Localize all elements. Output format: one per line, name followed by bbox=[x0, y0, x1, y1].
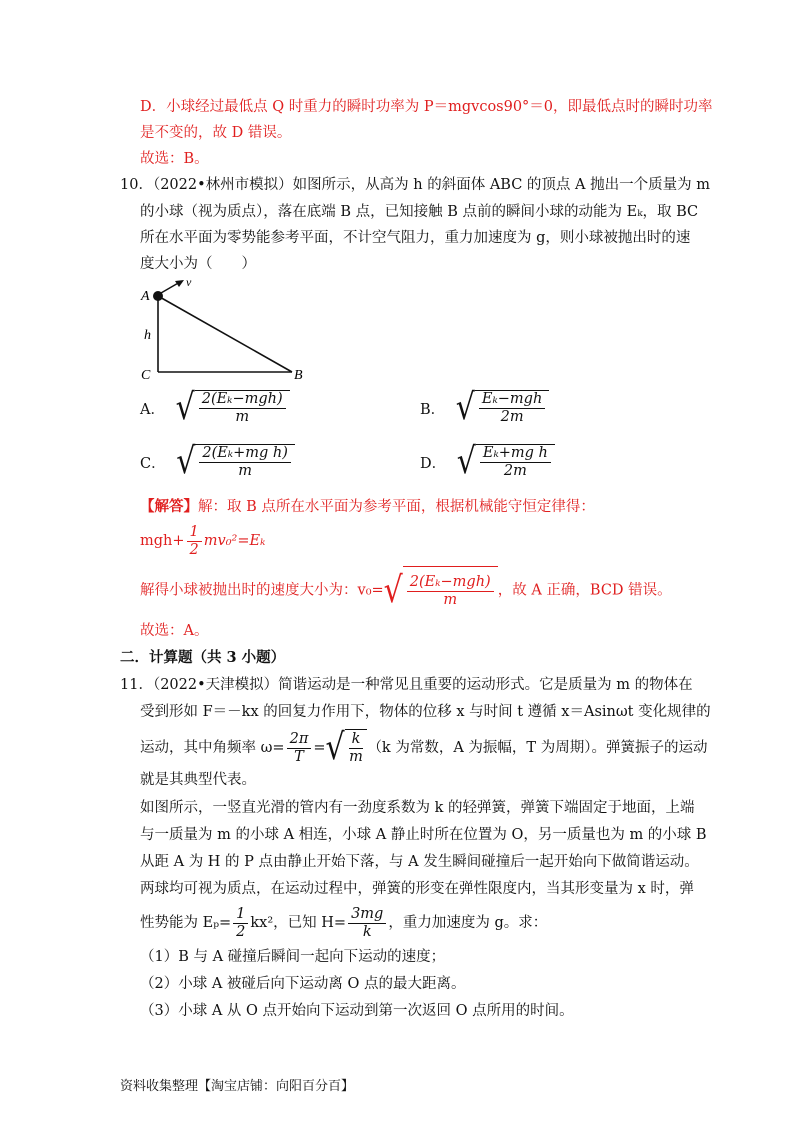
option-b-label: B． bbox=[420, 401, 446, 418]
option-d-label: D． bbox=[420, 455, 447, 472]
option-d-denominator: 2m bbox=[503, 463, 527, 479]
omega-suffix: （k 为常数，A 为振幅，T 为周期）。弹簧振子的运动 bbox=[367, 740, 708, 756]
eq-half-denominator: 2 bbox=[189, 541, 199, 558]
label-v: v bbox=[186, 278, 192, 289]
prev-option-d-line2: 是不变的，故 D 错误。 bbox=[140, 125, 292, 141]
prev-answer-choice: 故选：B。 bbox=[140, 151, 209, 167]
answer-intro-text: 解：取 B 点所在水平面为参考平面，根据机械能守恒定律得： bbox=[198, 499, 595, 515]
q10-line2: 的小球（视为质点），落在底端 B 点，已知接触 B 点前的瞬间小球的动能为 Eₖ，取 BC bbox=[140, 204, 699, 220]
omega-equals: = bbox=[313, 740, 326, 756]
incline-diagram bbox=[140, 278, 320, 383]
label-b: B bbox=[294, 368, 303, 383]
label-c: C bbox=[141, 368, 151, 383]
result-numerator: 2(Eₖ−mgh) bbox=[407, 574, 494, 592]
q10-line3: 所在水平面为零势能参考平面，不计空气阻力，重力加速度为 g，则小球被抛出时的速 bbox=[140, 230, 691, 246]
result-suffix: ，故 A 正确，BCD 错误。 bbox=[497, 582, 672, 599]
h-numerator: 3mg bbox=[348, 906, 386, 924]
q11-sub3: （3）小球 A 从 O 点开始向下运动到第一次返回 O 点所用的时间。 bbox=[140, 1003, 574, 1019]
eq-mid: mv₀²=Eₖ bbox=[203, 533, 266, 549]
ep-denominator: 2 bbox=[236, 923, 246, 940]
omega-prefix: 运动，其中角频率 ω= bbox=[140, 740, 285, 756]
q11-p2-line3: 从距 A 为 H 的 P 点由静止开始下落，与 A 发生瞬间碰撞后一起开始向下做简谐运动。 bbox=[140, 854, 699, 870]
q11-line3: 运动，其中角频率 ω= $\frac{2\pi}{T}$ =√ $\frac{k}{m}$ （k 为常数，A 为振幅，T 为周期）。弹簧振子的运动 bbox=[140, 726, 708, 769]
label-a: A bbox=[141, 289, 150, 304]
q11-p2-line4: 两球均可视为质点，在运动过程中，弹簧的形变在弹性限度内，当其形变量为 x 时，弹 bbox=[140, 881, 694, 897]
page-footer: 资料收集整理【淘宝店铺：向阳百分百】 bbox=[120, 1079, 355, 1094]
answer-tag: 【解答】 bbox=[140, 498, 198, 515]
q11-sub2: （2）小球 A 被碰后向下运动离 O 点的最大距离。 bbox=[140, 976, 466, 992]
line5-suffix: ，重力加速度为 g。求： bbox=[388, 915, 548, 931]
sqrt-numerator: k bbox=[349, 731, 364, 749]
q10-line1: 10．（2022•林州市模拟）如图所示，从高为 h 的斜面体 ABC 的顶点 A 抛出一个质量为 m bbox=[120, 177, 710, 193]
q10-option-a[interactable]: A． √ $\frac{\text{2(Eₖ−mgh)}}{m}$ bbox=[140, 388, 290, 428]
q10-energy-equation bbox=[140, 522, 265, 560]
omega-numerator: 2π bbox=[287, 731, 312, 749]
q10-option-b[interactable]: B． √ $\frac{\text{Eₖ−mgh}}{2m}$ bbox=[420, 388, 549, 428]
q11-line4: 就是其典型代表。 bbox=[140, 772, 256, 788]
label-h: h bbox=[144, 328, 151, 343]
incline-hypotenuse bbox=[158, 296, 292, 372]
q10-option-d[interactable]: D． √ $\frac{\text{Eₖ+mg h}}{2m}$ bbox=[420, 442, 555, 482]
omega-denominator: T bbox=[294, 748, 304, 765]
q11-p2-line5 bbox=[140, 904, 547, 942]
result-denominator: m bbox=[443, 591, 458, 608]
h-denominator: k bbox=[362, 923, 372, 940]
prev-option-d-line1: D．小球经过最低点 Q 时重力的瞬时功率为 P＝mgvcos90°＝0，即最低点时的瞬时功率 bbox=[140, 99, 713, 115]
option-c-numerator: 2(Eₖ+mg h) bbox=[199, 445, 291, 463]
option-c-label: C． bbox=[140, 455, 166, 472]
option-a-denominator: m bbox=[235, 409, 250, 425]
option-b-numerator: Eₖ−mgh bbox=[479, 391, 545, 409]
option-d-numerator: Eₖ+mg h bbox=[480, 445, 551, 463]
eq-left: mgh+ bbox=[140, 533, 185, 549]
q10-answer-result: 解得小球被抛出时的速度大小为：v₀=√ $\frac{\text{2(Eₖ−mgh)}}{m}$ ，故 A 正确，BCD 错误。 bbox=[140, 566, 672, 615]
q10-answer-intro bbox=[140, 496, 595, 518]
q11-p2-line1: 如图所示，一竖直光滑的管内有一劲度系数为 k 的轻弹簧，弹簧下端固定于地面，上端 bbox=[140, 800, 695, 816]
ep-suffix: kx²，已知 H= bbox=[250, 915, 347, 931]
option-a-numerator: 2(Eₖ−mgh) bbox=[199, 391, 286, 409]
ep-numerator: 1 bbox=[233, 906, 248, 924]
q10-answer-choice: 故选：A。 bbox=[140, 623, 209, 639]
eq-half-numerator: 1 bbox=[187, 524, 202, 542]
option-b-denominator: 2m bbox=[500, 409, 524, 425]
q11-line1: 11．（2022•天津模拟）简谐运动是一种常见且重要的运动形式。它是质量为 m 的物体在 bbox=[120, 677, 693, 693]
ep-prefix: 性势能为 Eₚ= bbox=[140, 915, 232, 931]
q10-option-c[interactable]: C． √ $\frac{\text{2(Eₖ+mg h)}}{m}$ bbox=[140, 442, 295, 482]
q11-line2: 受到形如 F＝－kx 的回复力作用下，物体的位移 x 与时间 t 遵循 x＝Asinωt 变化规律的 bbox=[140, 704, 711, 720]
option-c-denominator: m bbox=[238, 463, 252, 479]
q11-p2-line2: 与一质量为 m 的小球 A 相连，小球 A 静止时所在位置为 O，另一质量也为 m 的小球 B bbox=[140, 827, 707, 843]
result-prefix: 解得小球被抛出时的速度大小为：v₀= bbox=[140, 582, 384, 599]
sqrt-denominator: m bbox=[349, 749, 363, 765]
q11-sub1: （1）B 与 A 碰撞后瞬间一起向下运动的速度； bbox=[140, 949, 446, 965]
q10-line4: 度大小为（ ） bbox=[140, 256, 256, 272]
section-title: 二．计算题（共 3 小题） bbox=[120, 649, 286, 666]
option-a-label: A． bbox=[140, 401, 165, 418]
